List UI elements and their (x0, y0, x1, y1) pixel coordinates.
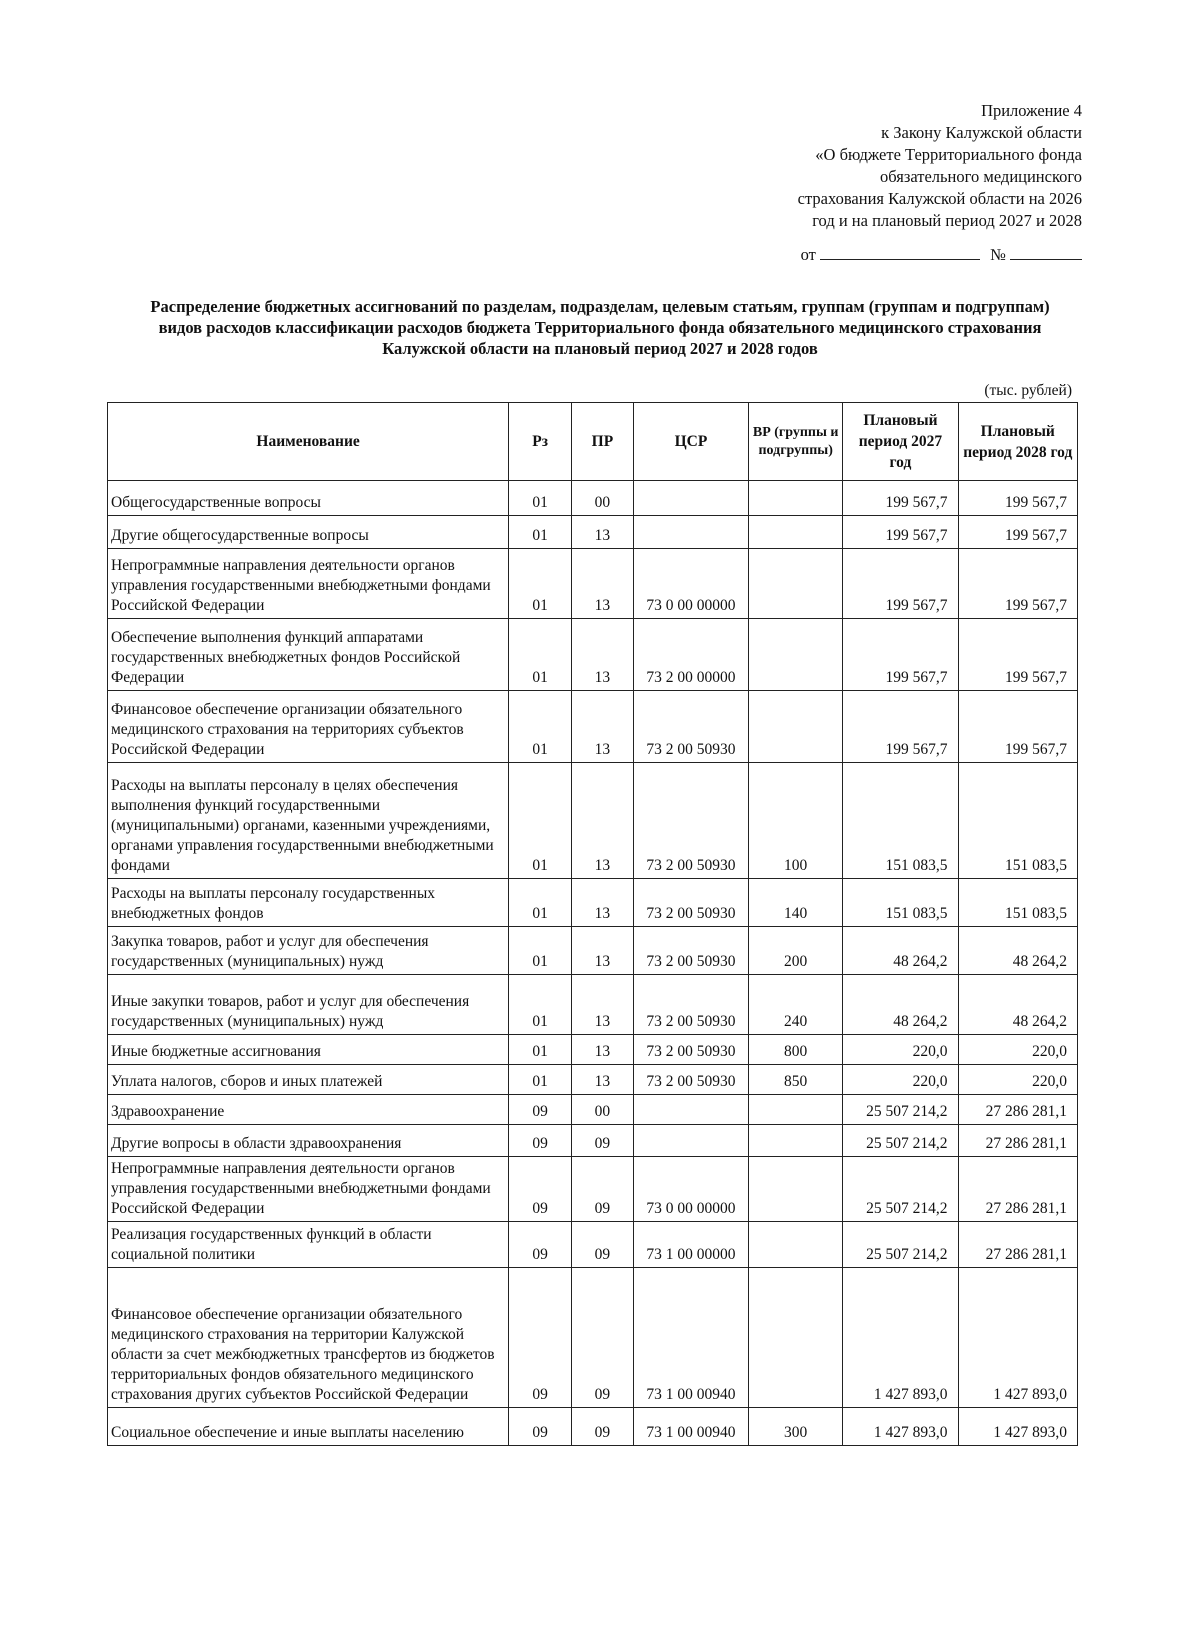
cell-csr: 73 2 00 50930 (633, 1065, 748, 1095)
number-label: № (990, 245, 1006, 264)
cell-csr: 73 1 00 00000 (633, 1222, 748, 1268)
cell-2027: 151 083,5 (843, 763, 958, 879)
cell-2028: 151 083,5 (958, 763, 1077, 879)
cell-name: Другие вопросы в области здравоохранения (108, 1125, 509, 1157)
cell-2028: 220,0 (958, 1035, 1077, 1065)
cell-csr (633, 1125, 748, 1157)
cell-rz: 09 (509, 1125, 572, 1157)
cell-2027: 1 427 893,0 (843, 1408, 958, 1446)
header-name: Наименование (108, 403, 509, 481)
cell-vr (749, 1095, 843, 1125)
cell-name: Социальное обеспечение и иные выплаты населению (108, 1408, 509, 1446)
cell-pr: 00 (572, 481, 634, 516)
cell-pr: 09 (572, 1157, 634, 1222)
table-row (108, 1408, 1078, 1446)
cell-rz: 09 (509, 1095, 572, 1125)
cell-csr: 73 2 00 50930 (633, 1035, 748, 1065)
appendix-line: обязательного медицинского (880, 167, 1082, 186)
cell-pr: 13 (572, 763, 634, 879)
cell-rz: 01 (509, 1065, 572, 1095)
cell-pr: 13 (572, 549, 634, 619)
cell-csr: 73 1 00 00940 (633, 1408, 748, 1446)
cell-rz: 01 (509, 1035, 572, 1065)
cell-csr (633, 481, 748, 516)
cell-2027: 199 567,7 (843, 691, 958, 763)
cell-vr: 200 (749, 927, 843, 975)
cell-2028: 27 286 281,1 (958, 1157, 1077, 1222)
cell-2027: 199 567,7 (843, 481, 958, 516)
cell-vr (749, 619, 843, 691)
cell-name: Расходы на выплаты персоналу в целях обеспечения выполнения функций государственными (муниципальными) органами, казенными учреждениями, органами управления государственными внебюджетными фондами (108, 763, 509, 879)
cell-name: Иные бюджетные ассигнования (108, 1035, 509, 1065)
cell-pr: 09 (572, 1268, 634, 1408)
cell-pr: 13 (572, 516, 634, 549)
table-row (108, 1157, 1078, 1222)
cell-pr: 13 (572, 619, 634, 691)
cell-csr: 73 1 00 00940 (633, 1268, 748, 1408)
cell-pr: 13 (572, 879, 634, 927)
cell-pr: 13 (572, 691, 634, 763)
cell-pr: 00 (572, 1095, 634, 1125)
header-2028: Плановый период 2028 год (958, 403, 1077, 481)
cell-pr: 13 (572, 927, 634, 975)
header-vr: ВР (группы и подгруппы) (749, 403, 843, 481)
cell-name: Другие общегосударственные вопросы (108, 516, 509, 549)
cell-vr (749, 1157, 843, 1222)
cell-pr: 09 (572, 1222, 634, 1268)
table-row (108, 927, 1078, 975)
cell-csr: 73 2 00 50930 (633, 927, 748, 975)
cell-rz: 09 (509, 1408, 572, 1446)
cell-2028: 151 083,5 (958, 879, 1077, 927)
cell-2027: 199 567,7 (843, 619, 958, 691)
cell-name: Непрограммные направления деятельности органов управления государственными внебюджетными фондами Российской Федерации (108, 1157, 509, 1222)
cell-csr: 73 2 00 50930 (633, 879, 748, 927)
cell-2027: 25 507 214,2 (843, 1125, 958, 1157)
cell-pr: 13 (572, 1035, 634, 1065)
date-number-line (801, 245, 1082, 265)
appendix-line: страхования Калужской области на 2026 (797, 189, 1082, 208)
table-row (108, 1222, 1078, 1268)
cell-csr: 73 0 00 00000 (633, 549, 748, 619)
table-row (108, 549, 1078, 619)
header-csr: ЦСР (633, 403, 748, 481)
cell-2028: 1 427 893,0 (958, 1268, 1077, 1408)
table-row (108, 1065, 1078, 1095)
cell-2028: 199 567,7 (958, 619, 1077, 691)
table-row (108, 1125, 1078, 1157)
cell-rz: 01 (509, 763, 572, 879)
cell-2027: 25 507 214,2 (843, 1157, 958, 1222)
cell-2027: 25 507 214,2 (843, 1095, 958, 1125)
table-row (108, 1035, 1078, 1065)
cell-pr: 13 (572, 975, 634, 1035)
header-pr: ПР (572, 403, 634, 481)
table-row (108, 481, 1078, 516)
appendix-line: «О бюджете Территориального фонда (815, 145, 1082, 164)
table-row (108, 691, 1078, 763)
cell-pr: 13 (572, 1065, 634, 1095)
header-2027: Плановый период 2027 год (843, 403, 958, 481)
cell-vr: 850 (749, 1065, 843, 1095)
cell-rz: 01 (509, 481, 572, 516)
table-row (108, 516, 1078, 549)
cell-2027: 48 264,2 (843, 927, 958, 975)
cell-vr (749, 516, 843, 549)
date-blank (820, 245, 980, 260)
cell-vr: 240 (749, 975, 843, 1035)
cell-2027: 151 083,5 (843, 879, 958, 927)
cell-2028: 199 567,7 (958, 549, 1077, 619)
cell-vr (749, 549, 843, 619)
cell-name: Обеспечение выполнения функций аппаратами государственных внебюджетных фондов Российской Федерации (108, 619, 509, 691)
budget-table (107, 402, 1078, 1446)
cell-rz: 01 (509, 975, 572, 1035)
appendix-line: год и на плановый период 2027 и 2028 (812, 211, 1082, 230)
cell-2027: 199 567,7 (843, 516, 958, 549)
table-row (108, 619, 1078, 691)
cell-2027: 220,0 (843, 1065, 958, 1095)
cell-name: Уплата налогов, сборов и иных платежей (108, 1065, 509, 1095)
cell-vr: 100 (749, 763, 843, 879)
cell-2028: 48 264,2 (958, 927, 1077, 975)
cell-vr: 800 (749, 1035, 843, 1065)
table-row (108, 879, 1078, 927)
appendix-line: Приложение 4 (981, 101, 1082, 120)
cell-rz: 01 (509, 619, 572, 691)
number-blank (1010, 245, 1082, 260)
cell-2028: 199 567,7 (958, 481, 1077, 516)
cell-name: Реализация государственных функций в области социальной политики (108, 1222, 509, 1268)
cell-2027: 220,0 (843, 1035, 958, 1065)
cell-rz: 01 (509, 691, 572, 763)
cell-csr: 73 2 00 50930 (633, 975, 748, 1035)
cell-vr (749, 691, 843, 763)
cell-2028: 48 264,2 (958, 975, 1077, 1035)
cell-rz: 01 (509, 879, 572, 927)
cell-2028: 27 286 281,1 (958, 1095, 1077, 1125)
table-row (108, 1268, 1078, 1408)
cell-2027: 1 427 893,0 (843, 1268, 958, 1408)
cell-vr (749, 1222, 843, 1268)
cell-rz: 01 (509, 516, 572, 549)
units-label: (тыс. рублей) (984, 382, 1072, 399)
cell-pr: 09 (572, 1408, 634, 1446)
cell-name: Расходы на выплаты персоналу государственных внебюджетных фондов (108, 879, 509, 927)
cell-2027: 25 507 214,2 (843, 1222, 958, 1268)
appendix-header (798, 100, 1082, 232)
cell-name: Закупка товаров, работ и услуг для обеспечения государственных (муниципальных) нужд (108, 927, 509, 975)
cell-2027: 48 264,2 (843, 975, 958, 1035)
cell-name: Общегосударственные вопросы (108, 481, 509, 516)
cell-2028: 27 286 281,1 (958, 1222, 1077, 1268)
cell-vr: 300 (749, 1408, 843, 1446)
from-label: от (800, 245, 816, 264)
cell-name: Иные закупки товаров, работ и услуг для обеспечения государственных (муниципальных) нужд (108, 975, 509, 1035)
appendix-line: к Закону Калужской области (881, 123, 1082, 142)
table-header-row (108, 403, 1078, 481)
table-row (108, 763, 1078, 879)
cell-2028: 199 567,7 (958, 691, 1077, 763)
cell-vr (749, 1268, 843, 1408)
cell-rz: 01 (509, 927, 572, 975)
cell-name: Финансовое обеспечение организации обязательного медицинского страхования на территории Калужской области за счет межбюджетных трансфертов из бюджетов территориальных фондов обязательного медицинского страхования других субъектов Российской Федерации (108, 1268, 509, 1408)
cell-rz: 09 (509, 1222, 572, 1268)
cell-csr: 73 2 00 50930 (633, 763, 748, 879)
table-row (108, 975, 1078, 1035)
cell-2028: 27 286 281,1 (958, 1125, 1077, 1157)
cell-csr (633, 1095, 748, 1125)
cell-vr (749, 1125, 843, 1157)
header-rz: Рз (509, 403, 572, 481)
cell-name: Здравоохранение (108, 1095, 509, 1125)
cell-vr: 140 (749, 879, 843, 927)
cell-csr (633, 516, 748, 549)
cell-csr: 73 2 00 00000 (633, 619, 748, 691)
cell-vr (749, 481, 843, 516)
document-title: Распределение бюджетных ассигнований по разделам, подразделам, целевым статьям, группам (группам и подгруппам) видов расходов классификации расходов бюджета Территориального фонда обязательного медицинского страхования Калужской области на плановый период 2027 и 2028 годов (150, 297, 1050, 358)
cell-csr: 73 0 00 00000 (633, 1157, 748, 1222)
cell-rz: 09 (509, 1157, 572, 1222)
cell-rz: 01 (509, 549, 572, 619)
cell-name: Финансовое обеспечение организации обязательного медицинского страхования на территориях субъектов Российской Федерации (108, 691, 509, 763)
cell-name: Непрограммные направления деятельности органов управления государственными внебюджетными фондами Российской Федерации (108, 549, 509, 619)
cell-2028: 199 567,7 (958, 516, 1077, 549)
cell-rz: 09 (509, 1268, 572, 1408)
cell-2028: 1 427 893,0 (958, 1408, 1077, 1446)
cell-pr: 09 (572, 1125, 634, 1157)
cell-2027: 199 567,7 (843, 549, 958, 619)
cell-2028: 220,0 (958, 1065, 1077, 1095)
cell-csr: 73 2 00 50930 (633, 691, 748, 763)
table-row (108, 1095, 1078, 1125)
